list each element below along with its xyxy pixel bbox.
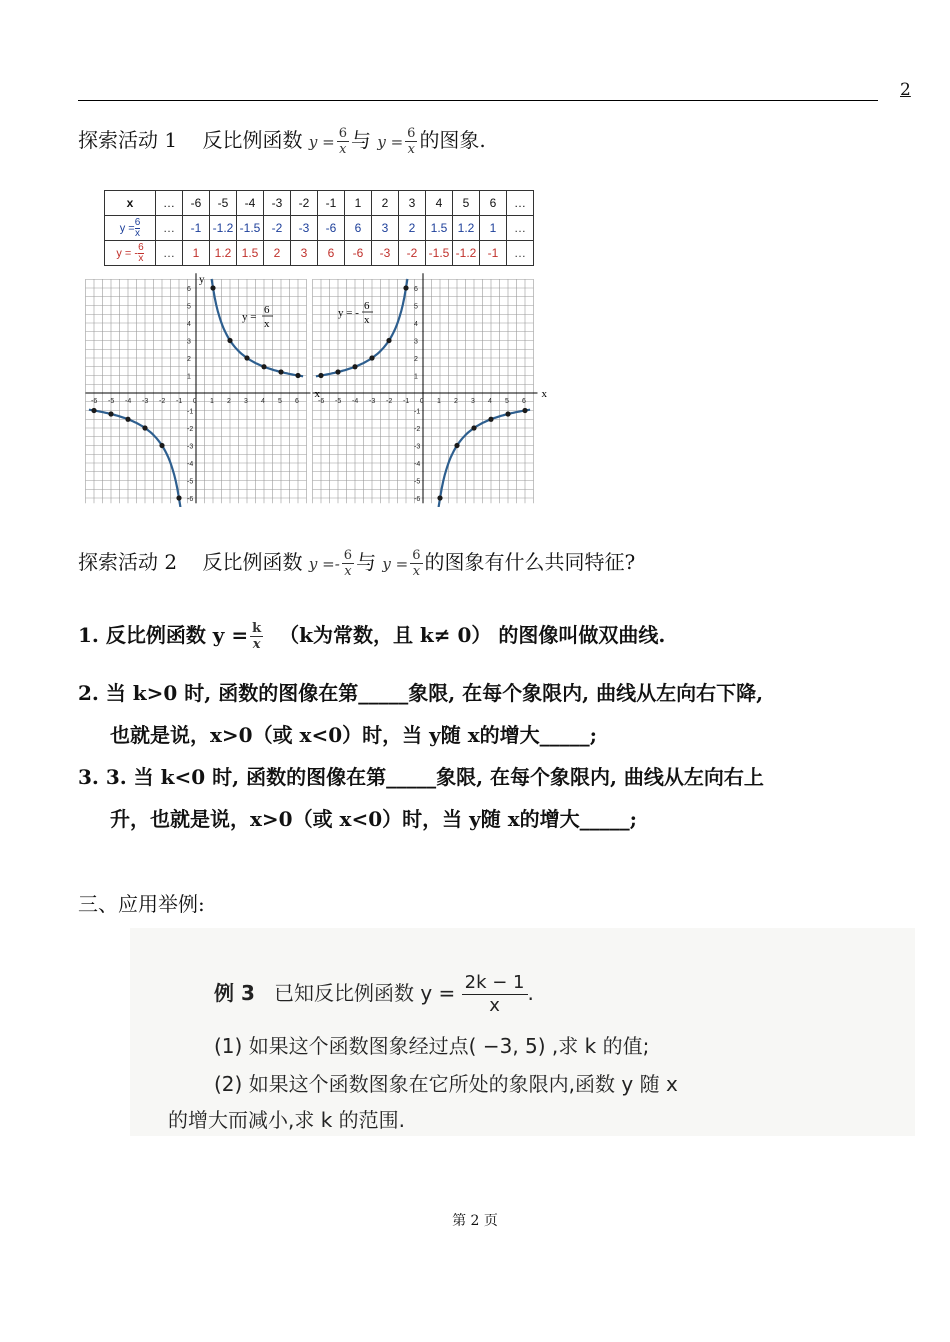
x-tick-label: -2 [386,398,393,405]
table-cell: 2 [264,241,291,266]
point-1-den: x [252,637,261,652]
table-label-num: 6 [138,241,144,253]
activity2-f2-lhs: y = [382,555,409,573]
activity1-f2-num: 6 [407,126,416,141]
y-tick-label: 6 [187,286,191,293]
table-cell: -1 [480,241,507,266]
x-tick-label: 2 [227,398,231,405]
point-1-num: k [252,621,262,636]
activity1-f1-lhs: y = [308,133,335,151]
y-tick-label: -6 [414,496,421,503]
x-tick-label: -6 [91,398,98,405]
example-3-num: 2k − 1 [462,972,528,995]
x-tick-label: -4 [352,398,359,405]
example-3-box [130,928,915,1136]
x-tick-label: 1 [437,398,441,405]
table-cell: … [156,216,183,241]
x-axis-label: x [314,388,320,400]
data-point [227,338,232,343]
example-3-q1: (1) 如果这个函数图象经过点( −3, 5) ,求 k 的值; [214,1034,650,1058]
table-cell: 1 [480,216,507,241]
y-tick-label: 4 [414,321,418,328]
x-tick-label: -2 [159,398,166,405]
y-tick-label: -1 [414,408,421,416]
activity2-f1-lhs: y =- [308,555,340,573]
table-cell: -1.5 [426,241,453,266]
point-3 [78,756,918,840]
point-1-frac [250,621,263,652]
activity1-tail: 的图象. [419,128,486,152]
y-tick-label: -5 [414,478,421,486]
left-function-label-den: x [264,318,270,330]
y-tick-label: 2 [414,356,418,363]
data-point [386,338,391,343]
table-cell: 4 [426,191,453,216]
header-page-number: 2 [900,80,911,100]
table-label-negative [105,241,156,266]
hyperbola-graphs [82,272,582,507]
example-3-label: 例 3 [214,981,255,1005]
data-point [91,408,96,413]
data-point [403,285,408,290]
data-point [522,408,527,413]
y-tick-label: 2 [187,356,191,363]
y-tick-label: 3 [414,338,418,346]
x-tick-label: 6 [295,398,299,405]
table-cell: 6 [345,216,372,241]
table-cell: -1 [183,216,210,241]
x-tick-label: 1 [210,398,214,405]
data-point [295,373,300,378]
x-tick-label: -5 [335,398,342,405]
data-point [125,417,130,422]
point-2-line2: 也就是说，x>0（或 x<0）时，当 y随 x的增大_____; [110,723,598,747]
activity2-text: 反比例函数 [202,550,303,574]
table-label-positive [105,216,156,241]
table-cell: -2 [399,241,426,266]
data-point [108,411,113,416]
y-tick-label: 1 [187,373,191,381]
table-cell: -3 [291,216,318,241]
y-tick-label: 5 [187,303,191,311]
data-point [369,355,374,360]
data-point [352,364,357,369]
y-tick-label: -6 [187,496,194,503]
table-cell: -2 [264,216,291,241]
right-function-label-num: 6 [364,300,370,312]
data-point [318,373,323,378]
x-tick-label: -6 [318,398,325,405]
data-point [244,355,249,360]
table-cell: -6 [345,241,372,266]
table-cell: -3 [264,191,291,216]
y-tick-label: 6 [414,286,418,293]
data-point [210,285,215,290]
values-table-wrap [104,190,534,266]
activity1-heading [78,124,486,157]
y-tick-label: -3 [187,443,194,451]
data-point [176,495,181,500]
header-rule [78,100,878,101]
data-point [142,425,147,430]
point-1 [78,614,918,656]
table-cell: 6 [480,191,507,216]
y-tick-label: -4 [187,461,194,468]
x-tick-label: -5 [108,398,115,405]
x-tick-label: 4 [261,398,265,405]
y-tick-label: -5 [187,478,194,486]
table-cell: -6 [318,216,345,241]
point-1-b: （k为常数，且 k≠ 0） 的图像叫做双曲线. [279,623,666,647]
table-label-num: 6 [134,216,141,228]
table-cell: -3 [372,241,399,266]
x-tick-label: -3 [142,398,149,405]
data-point [454,443,459,448]
x-tick-label: 3 [471,398,475,405]
table-cell: 1.5 [237,241,264,266]
table-cell: 3 [372,216,399,241]
table-cell: -2 [291,191,318,216]
activity1-f1 [337,126,349,157]
example-3-intro-end: . [527,981,534,1005]
left-function-label-lhs: y = [242,311,257,323]
x-tick-label: 0 [420,398,424,405]
y-axis-label: y [199,273,205,286]
table-cell: x [105,191,156,216]
table-label-frac [138,243,144,264]
table-row-x [105,191,534,216]
table-label-den: x [134,227,140,239]
table-cell: 1 [345,191,372,216]
data-point [335,369,340,374]
right-function-label-den: x [364,314,370,326]
y-tick-label: -3 [414,443,421,451]
table-cell: … [507,241,534,266]
x-tick-label: 0 [193,398,197,405]
table-cell: -1.2 [210,216,237,241]
y-tick-label: -4 [414,461,421,468]
y-tick-label: 4 [187,321,191,328]
point-2 [78,672,918,756]
data-point [471,425,476,430]
table-cell: … [507,216,534,241]
table-row-positive [105,216,534,241]
activity1-f2 [405,126,417,157]
y-tick-label: -1 [187,408,194,416]
example-3-intro [214,972,534,1017]
activity2-tail: 的图象有什么共同特征? [424,550,636,574]
table-cell: … [507,191,534,216]
point-3-line1: 3. 3. 当 k<0 时, 函数的图像在第_____象限, 在每个象限内, 曲线从左向右上 [78,765,764,789]
table-cell: 1 [183,241,210,266]
table-cell: 1.2 [210,241,237,266]
left-function-label-num: 6 [264,304,270,316]
table-row-negative [105,241,534,266]
x-tick-label: -1 [176,398,183,405]
table-cell: -6 [183,191,210,216]
point-3-line2: 升，也就是说，x>0（或 x<0）时，当 y随 x的增大_____; [110,807,638,831]
table-cell: 1.5 [426,216,453,241]
activity1-f1-den: x [339,142,347,157]
table-label-frac [135,218,141,239]
activity2-f2 [410,548,422,579]
x-tick-label: 3 [244,398,248,405]
x-tick-label: -3 [369,398,376,405]
table-cell: -5 [210,191,237,216]
point-1-a: 1. 反比例函数 y = [78,623,249,647]
table-cell: 1.2 [453,216,480,241]
example-3-q2a: (2) 如果这个函数图象在它所处的象限内,函数 y 随 x [214,1072,678,1096]
example-3-frac [462,972,528,1017]
x-tick-label: 5 [278,398,282,405]
table-cell: 3 [291,241,318,266]
table-cell: -4 [237,191,264,216]
activity2-f2-num: 6 [412,548,421,563]
values-table [104,190,534,266]
table-cell: 3 [399,191,426,216]
example-3-q2b: 的增大而减小,求 k 的范围. [168,1108,406,1132]
x-tick-label: -1 [403,398,410,405]
table-cell: … [156,191,183,216]
activity2-f1-den: x [344,564,352,579]
activity2-f1 [342,548,354,579]
activity1-f2-den: x [407,142,415,157]
activity1-f2-lhs: y = [377,133,404,151]
table-cell: -1 [318,191,345,216]
activity2-conj: 与 [356,550,377,574]
table-cell: … [156,241,183,266]
x-tick-label: 5 [505,398,509,405]
table-cell: 5 [453,191,480,216]
table-cell: 2 [372,191,399,216]
y-tick-label: 5 [414,303,418,311]
table-cell: -1.2 [453,241,480,266]
data-point [505,411,510,416]
activity2-f1-num: 6 [343,548,353,563]
section3-title: 三、应用举例: [78,892,205,916]
data-point [488,417,493,422]
table-label-lhs: y = [119,221,135,234]
activity1-label: 探索活动 1 [78,128,178,152]
table-cell: 6 [318,241,345,266]
activity2-f2-den: x [412,564,421,579]
table-cell: -1.5 [237,216,264,241]
activity2-heading [78,546,635,579]
footer-page-label: 第 2 页 [452,1213,498,1229]
y-tick-label: 1 [414,373,418,381]
x-tick-label: 4 [488,398,492,405]
table-label-lhs: y = - [116,246,139,259]
graph-left [86,273,321,507]
example-3-intro-text: 已知反比例函数 y = [273,981,456,1005]
x-tick-label: 6 [522,398,526,405]
y-tick-label: 3 [187,338,191,346]
activity1-f1-num: 6 [338,126,347,141]
table-label-den: x [138,252,144,264]
y-tick-label: -2 [187,426,194,433]
example-3-den: x [489,995,500,1016]
activity1-text: 反比例函数 [202,128,303,152]
data-point [437,495,442,500]
data-point [261,364,266,369]
x-axis-label: x [541,388,547,400]
y-tick-label: -2 [414,426,421,433]
table-cell: 2 [399,216,426,241]
right-function-label-lhs: y = - [338,307,359,319]
x-tick-label: -4 [125,398,132,405]
data-point [278,369,283,374]
data-point [159,443,164,448]
point-2-line1: 2. 当 k>0 时, 函数的图像在第_____象限, 在每个象限内, 曲线从左向右下降, [78,681,764,705]
x-tick-label: 2 [454,398,458,405]
activity2-label: 探索活动 2 [78,550,178,574]
activity1-conj: 与 [350,128,371,152]
